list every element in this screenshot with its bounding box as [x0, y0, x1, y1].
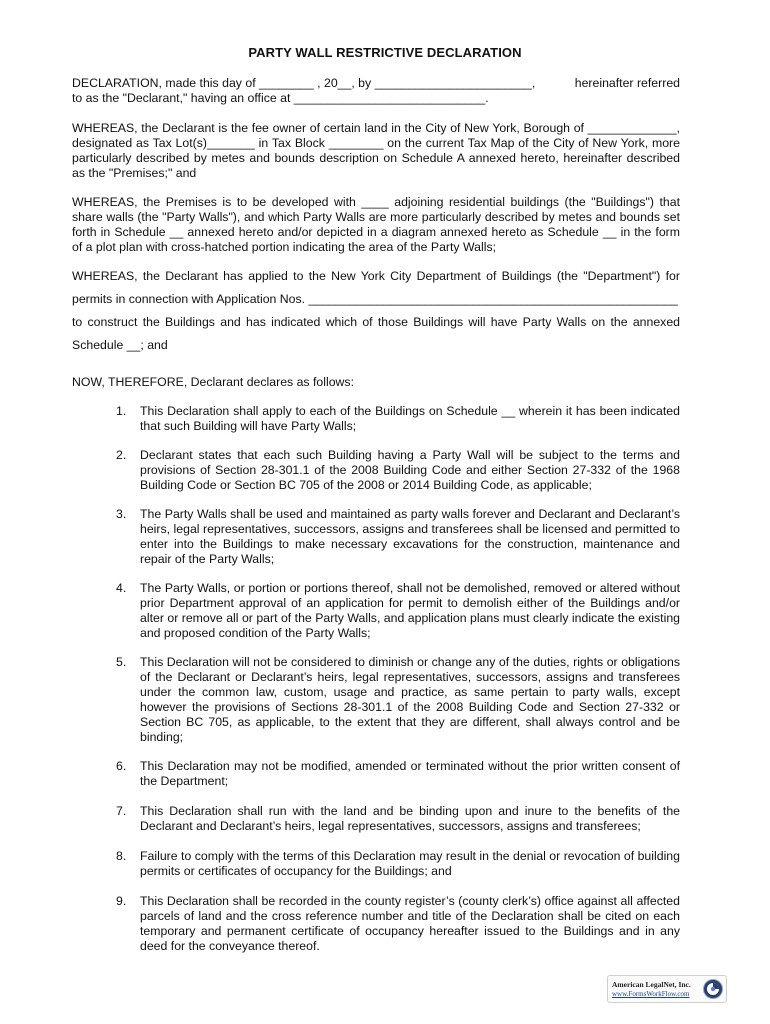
list-item-text: This Declaration will not be considered to diminish or change any of the duties, rights or obligations of the Declarant or Declarant’s heirs, legal representatives, successors, assigns and transferees under the common law, custom, usage and practice, as same pertain to party walls, except however the provisions of Sections 28-301.1 of the 2008 Building Code and Section 27-332 or Section BC 705, as applicable, to the extent that they are different, shall always control and be binding;: [140, 655, 680, 744]
list-item-number: 9.: [116, 894, 127, 908]
list-item-text: This Declaration shall apply to each of the Buildings on Schedule __ wherein it has been indicated that such Building will have Party Walls;: [140, 404, 680, 433]
list-item-text: The Party Walls shall be used and maintained as party walls forever and Declarant and Declarant’s heirs, legal representatives, successors, assigns and transferees shall be licensed and permitted to enter into the Buildings to make necessary excavations for the construction, maintenance and repair of the Party Walls;: [140, 507, 680, 566]
document-title: PARTY WALL RESTRICTIVE DECLARATION: [248, 45, 522, 60]
whereas-3-line-2: permits in connection with Application Nos. ______________________________________________________: [72, 292, 678, 306]
publisher-footer: [607, 975, 727, 1003]
list-item-text: This Declaration shall run with the land and be binding upon and inure to the benefits of the Declarant and Declarant’s heirs, legal representatives, successors, assigns and transferees;: [140, 804, 680, 833]
list-item-number: 1.: [116, 404, 127, 418]
list-item-text: This Declaration shall be recorded in the county register’s (county clerk’s) office against all affected parcels of land and the cross reference number and title of the Declaration shall be cited on each temporary and permanent certificate of occupancy hereafter issued to the Buildings and in any deed for the conveyance thereof.: [140, 894, 680, 953]
list-item-text: Declarant states that each such Building having a Party Wall will be subject to the terms and provisions of Section 28-301.1 of the 2008 Building Code and either Section 27-332 of the 1968 Building Code or Section BC 705 of the 2008 or 2014 Building Code, as applicable;: [140, 448, 680, 492]
intro-line-1: DECLARATION, made this day of ________ , 20__, by _______________________,: [72, 76, 536, 90]
list-item-number: 4.: [116, 581, 127, 595]
list-item-number: 7.: [116, 804, 127, 818]
list-item-number: 3.: [116, 507, 127, 521]
publisher-link[interactable]: www.FormsWorkFlow.com: [612, 990, 690, 998]
whereas-3-line-3: to construct the Buildings and has indicated which of those Buildings will have Party Walls on the annexed: [72, 315, 680, 329]
now-therefore-line: NOW, THEREFORE, Declarant declares as follows:: [72, 375, 354, 389]
list-item-text: The Party Walls, or portion or portions thereof, shall not be demolished, removed or altered without prior Department approval of an application for permit to demolish either of the Buildings and/or alter or remove all or part of the Party Walls, and application plans must clearly indicate the existing and proposed condition of the Party Walls;: [140, 581, 680, 640]
list-item-number: 2.: [116, 448, 127, 462]
whereas-paragraph-3: [72, 269, 680, 353]
list-item-number: 6.: [116, 759, 127, 773]
intro-line-1-end: hereinafter referred: [574, 76, 680, 90]
list-item-text: This Declaration may not be modified, amended or terminated without the prior written consent of the Department;: [140, 759, 680, 788]
whereas-3-line-1: WHEREAS, the Declarant has applied to the New York City Department of Buildings (the "Department") for: [72, 269, 680, 283]
whereas-paragraph-1: WHEREAS, the Declarant is the fee owner of certain land in the City of New York, Borough of _____________, designated as Tax Lot(s)_______ in Tax Block ________ on the current Tax Map of the City of New York, more particularly described by metes and bounds description on Schedule A annexed hereto, hereinafter described as the "Premises;" and: [72, 121, 680, 180]
intro-paragraph: [72, 76, 680, 106]
list-item-number: 5.: [116, 655, 127, 669]
list-item-text: Failure to comply with the terms of this Declaration may result in the denial or revocation of building permits or certificates of occupancy for the Buildings; and: [140, 849, 680, 878]
whereas-paragraph-2: WHEREAS, the Premises is to be developed with ____ adjoining residential buildings (the "Buildings") that share walls (the "Party Walls"), and which Party Walls are more particularly described by metes and bounds set forth in Schedule __ annexed hereto and/or depicted in a diagram annexed hereto as Schedule __ in the form of a plot plan with cross-hatched portion indicating the area of the Party Walls;: [72, 195, 680, 254]
publisher-name: American LegalNet, Inc.: [612, 980, 691, 989]
globe-logo-icon: [702, 978, 724, 1000]
list-item-number: 8.: [116, 849, 127, 863]
whereas-3-line-4: Schedule __; and: [72, 338, 168, 352]
intro-line-2: to as the "Declarant," having an office at ____________________________.: [72, 91, 489, 105]
